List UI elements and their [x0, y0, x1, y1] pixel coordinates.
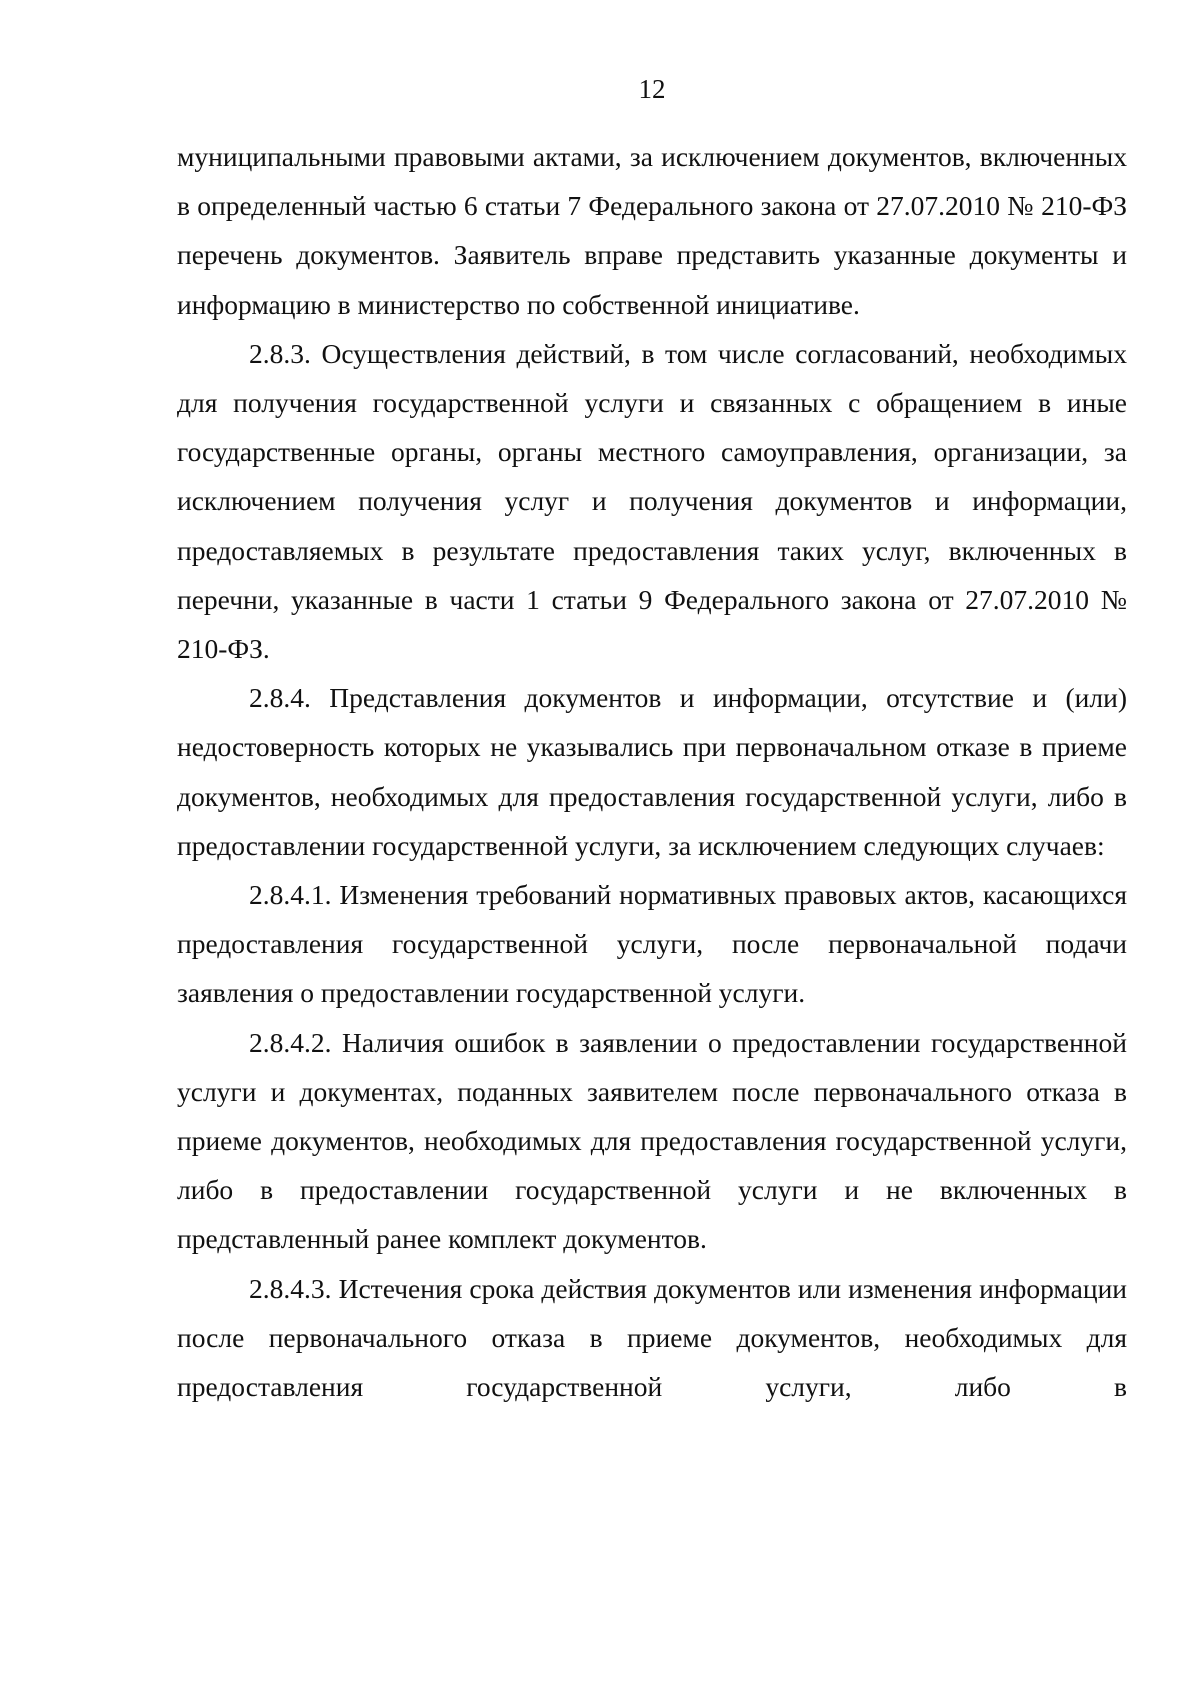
paragraph-continuation: муниципальными правовыми актами, за исключением документов, включенных в определенный частью 6 статьи 7 Федерального закона от 27.07.2010 № 210-ФЗ перечень документов. Заявитель вправе представить указанные документы и информацию в министерство по собственной инициативе. [177, 141, 1127, 320]
paragraph-2-8-3: 2.8.3. Осуществления действий, в том числе согласований, необходимых для получения государственной услуги и связанных с обращением в иные государственные органы, органы местного самоуправления, организации, за исключением получения услуг и получения документов и информации, предоставляемых в результате предоставления таких услуг, включенных в перечни, указанные в части 1 статьи 9 Федерального закона от 27.07.2010 № 210-ФЗ. [177, 337, 1127, 665]
paragraph-2-8-4-1: 2.8.4.1. Изменения требований нормативных правовых актов, касающихся предоставления государственной услуги, после первоначальной подачи заявления о предоставлении государственной услуги. [177, 879, 1127, 1009]
paragraph-2-8-4-2: 2.8.4.2. Наличия ошибок в заявлении о предоставлении государственной услуги и документах, поданных заявителем после первоначального отказа в приеме документов, необходимых для предоставления государственной услуги, либо в предоставлении государственной услуги и не включенных в представленный ранее комплект документов. [177, 1026, 1127, 1255]
paragraph-2-8-4-3: 2.8.4.3. Истечения срока действия документов или изменения информации после первоначального отказа в приеме документов, необходимых для предоставления государственной услуги, либо в [177, 1272, 1127, 1403]
document-body [177, 132, 1127, 1411]
paragraph-2-8-4: 2.8.4. Представления документов и информации, отсутствие и (или) недостоверность которых не указывались при первоначальном отказе в приеме документов, необходимых для предоставления государственной услуги, либо в предоставлении государственной услуги, за исключением следующих случаев: [177, 682, 1127, 861]
page-number: 12 [638, 74, 666, 104]
